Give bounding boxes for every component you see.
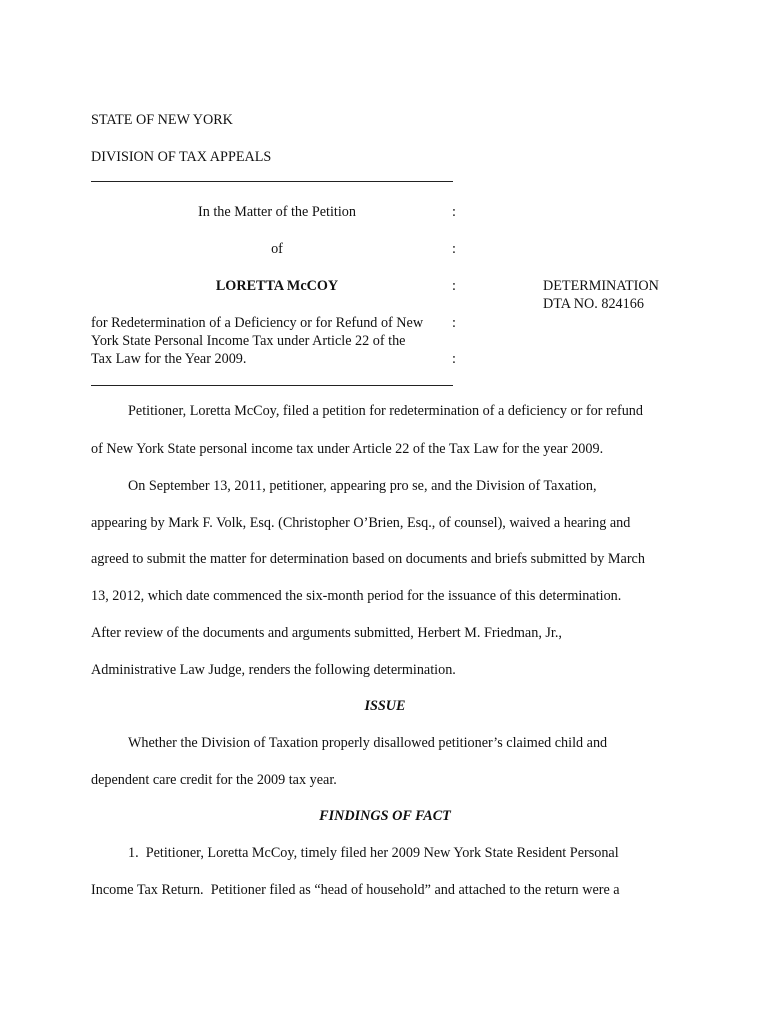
body-text-line: agreed to submit the matter for determination based on documents and briefs submitted by March: [91, 551, 645, 567]
body-text-line: dependent care credit for the 2009 tax year.: [91, 772, 337, 788]
petitioner-name: LORETTA McCOY: [215, 278, 339, 294]
dta-number: DTA NO. 824166: [543, 296, 644, 312]
caption-description-line: Tax Law for the Year 2009.: [91, 351, 247, 367]
body-text-line: 1. Petitioner, Loretta McCoy, timely filed her 2009 New York State Resident Personal: [128, 845, 619, 861]
caption-top-rule: [91, 181, 453, 182]
caption-colon: :: [452, 351, 456, 367]
caption-description-line: for Redetermination of a Deficiency or for Refund of New: [91, 315, 424, 331]
body-text-line: Whether the Division of Taxation properly disallowed petitioner’s claimed child and: [128, 735, 608, 751]
body-text-line: Administrative Law Judge, renders the following determination.: [91, 662, 456, 678]
body-text-line: On September 13, 2011, petitioner, appearing pro se, and the Division of Taxation,: [128, 478, 597, 494]
findings-heading: FINDINGS OF FACT: [319, 808, 451, 824]
of-line: of: [271, 241, 283, 257]
caption-bottom-rule: [91, 385, 453, 386]
determination-label: DETERMINATION: [543, 278, 659, 294]
body-text-line: 13, 2012, which date commenced the six-month period for the issuance of this determination.: [91, 588, 622, 604]
caption-colon: :: [452, 204, 456, 220]
caption-colon: :: [452, 241, 456, 257]
body-text-line: After review of the documents and arguments submitted, Herbert M. Friedman, Jr.,: [91, 625, 562, 641]
caption-colon: :: [452, 278, 456, 294]
issue-heading: ISSUE: [364, 698, 406, 714]
caption-description-line: York State Personal Income Tax under Article 22 of the: [91, 333, 406, 349]
division-heading: DIVISION OF TAX APPEALS: [91, 149, 272, 165]
body-text-line: appearing by Mark F. Volk, Esq. (Christopher O’Brien, Esq., of counsel), waived a hearing and: [91, 515, 631, 531]
body-text-line: of New York State personal income tax under Article 22 of the Tax Law for the year 2009.: [91, 441, 604, 457]
matter-line: In the Matter of the Petition: [198, 204, 356, 220]
state-heading: STATE OF NEW YORK: [91, 112, 233, 128]
caption-colon: :: [452, 315, 456, 331]
body-text-line: Petitioner, Loretta McCoy, filed a petition for redetermination of a deficiency or for refund: [128, 403, 643, 419]
body-text-line: Income Tax Return. Petitioner filed as “head of household” and attached to the return were a: [91, 882, 620, 898]
